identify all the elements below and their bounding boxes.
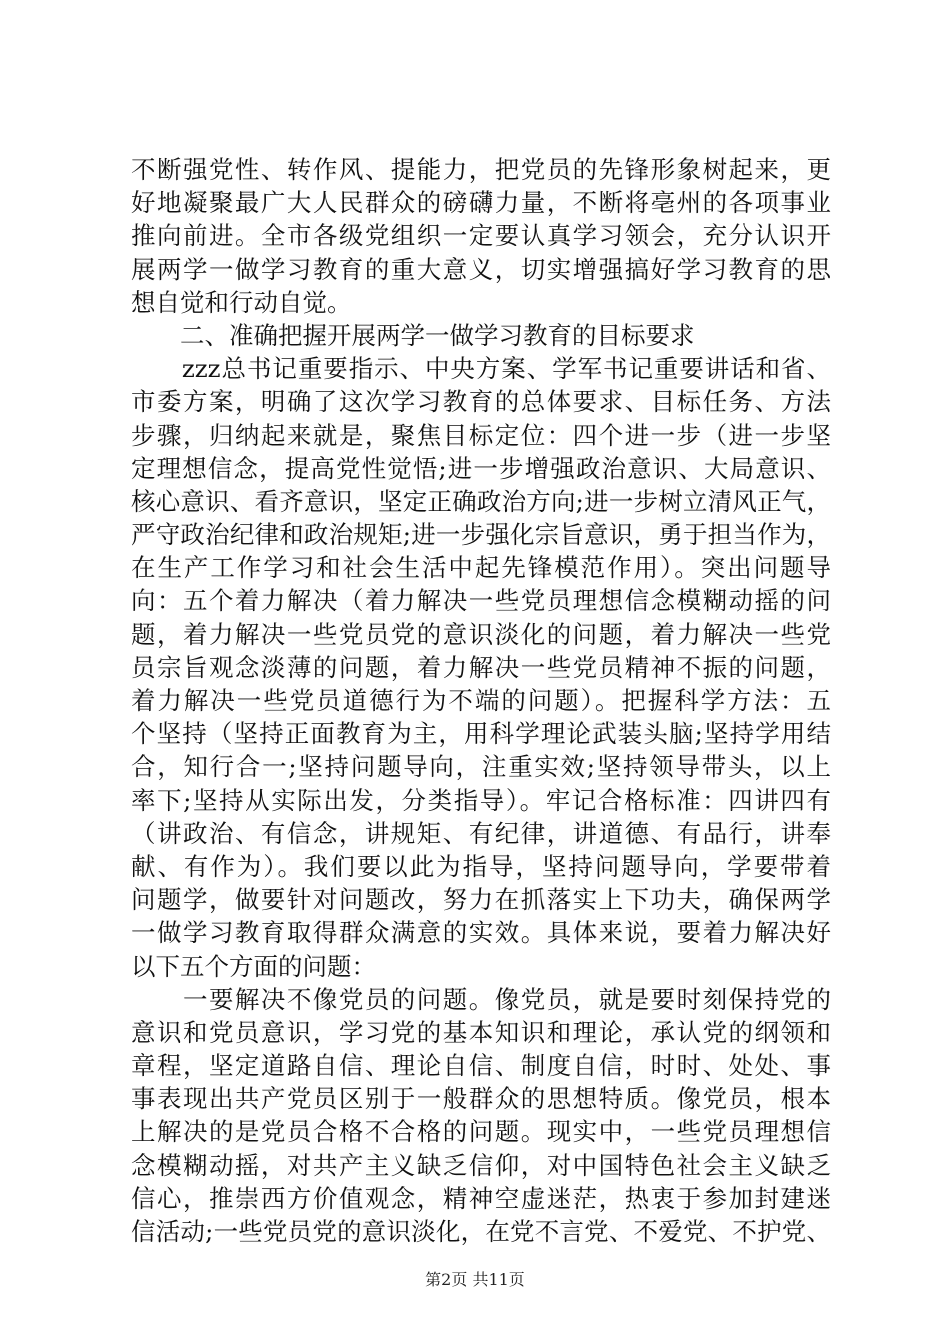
text-line: 事表现出共产党员区别于一般群众的思想特质。像党员，根本 [131, 1084, 831, 1114]
text-line: 展两学一做学习教育的重大意义，切实增强搞好学习教育的思 [131, 254, 831, 284]
text-line: 问题学，做要针对问题改，努力在抓落实上下功夫，确保两学 [131, 885, 831, 915]
text-line: 合，知行合一;坚持问题导向，注重实效;坚持领导带头，以上 [131, 752, 831, 782]
text-line: 个坚持（坚持正面教育为主，用科学理论武装头脑;坚持学用结 [131, 719, 831, 749]
text-line: 率下;坚持从实际出发，分类指导）。牢记合格标准：四讲四有 [131, 785, 831, 815]
text-line: 想自觉和行动自觉。 [131, 287, 352, 317]
text-line: 向：五个着力解决（着力解决一些党员理想信念模糊动摇的问 [131, 586, 831, 616]
text-line: 市委方案，明确了这次学习教育的总体要求、目标任务、方法 [131, 387, 831, 417]
text-line: 以下五个方面的问题： [131, 951, 376, 981]
text-line: 念模糊动摇，对共产主义缺乏信仰，对中国特色社会主义缺乏 [131, 1150, 831, 1180]
text-line: 核心意识、看齐意识，坚定正确政治方向;进一步树立清风正气， [131, 486, 831, 516]
text-line: 着力解决一些党员道德行为不端的问题）。把握科学方法：五 [131, 686, 831, 715]
text-line: 上解决的是党员合格不合格的问题。现实中，一些党员理想信 [131, 1117, 831, 1147]
text-line: 好地凝聚最广大人民群众的磅礴力量，不断将亳州的各项事业 [131, 188, 831, 218]
text-line: 意识和党员意识，学习党的基本知识和理论，承认党的纲领和 [131, 1017, 831, 1047]
text-line: 在生产工作学习和社会生活中起先锋模范作用）。突出问题导 [131, 553, 831, 583]
text-line: 员宗旨观念淡薄的问题，着力解决一些党员精神不振的问题， [131, 652, 831, 682]
text-line: 不断强党性、转作风、提能力，把党员的先锋形象树起来，更 [131, 155, 831, 184]
text-line: 信活动;一些党员党的意识淡化，在党不言党、不爱党、不护党、 [131, 1217, 831, 1246]
document-body [131, 153, 831, 1248]
text-line: 步骤，归纳起来就是，聚焦目标定位：四个进一步（进一步坚 [131, 420, 831, 450]
text-line: 信心，推崇西方价值观念，精神空虚迷茫，热衷于参加封建迷 [131, 1183, 831, 1213]
text-line: 定理想信念，提高党性觉悟;进一步增强政治意识、大局意识、 [131, 453, 831, 483]
text-line: 题，着力解决一些党员党的意识淡化的问题，着力解决一些党 [131, 619, 831, 649]
page-number-footer: 第2页 共11页 [425, 1270, 525, 1289]
text-line: 献、有作为）。我们要以此为指导，坚持问题导向，学要带着 [131, 851, 831, 881]
text-line: 一要解决不像党员的问题。像党员，就是要时刻保持党的 [131, 984, 831, 1014]
text-line: （讲政治、有信念，讲规矩、有纪律，讲道德、有品行，讲奉 [131, 818, 831, 848]
text-line: 推向前进。全市各级党组织一定要认真学习领会，充分认识开 [131, 221, 831, 251]
text-line: 章程，坚定道路自信、理论自信、制度自信，时时、处处、事 [131, 1051, 831, 1081]
text-line: 严守政治纪律和政治规矩;进一步强化宗旨意识，勇于担当作为， [131, 520, 831, 550]
text-line: 一做学习教育取得群众满意的实效。具体来说，要着力解决好 [131, 918, 831, 948]
section-heading: 二、准确把握开展两学一做学习教育的目标要求 [131, 320, 695, 350]
text-line: zzz总书记重要指示、中央方案、学军书记重要讲话和省、 [131, 354, 831, 384]
